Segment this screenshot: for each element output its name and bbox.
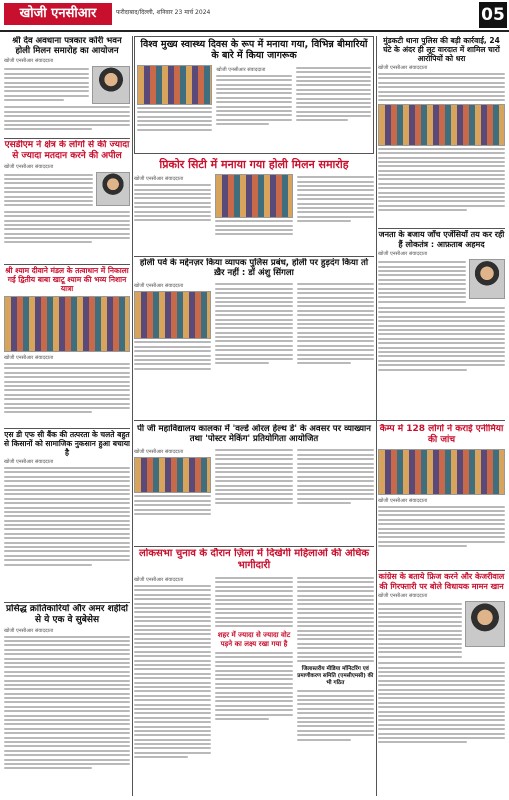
masthead <box>0 0 509 32</box>
pull-quote-bottom: शहर में ज्यादा से ज्यादा वोट पड़ने का लक्ष्य रखा गया है <box>217 631 291 648</box>
section-divider <box>378 570 505 571</box>
story-headline: जनता के बजाय जाँच एजेंसियाँ तय कर रही हैं लोकतंत्र : आफ़ताब अहमद <box>378 230 505 249</box>
story-photo <box>469 259 505 299</box>
section-divider <box>378 228 505 229</box>
story-precore-city-holi <box>134 158 374 256</box>
story-byline: खोजी एनसीआर संवाददाता <box>4 163 54 170</box>
story-sdm-voting-appeal <box>4 140 130 262</box>
story-headline: श्री श्याम दीवाने मंडल के तत्वाधान में निकाला गई द्वितीय बाबा खाटू श्याम की भव्य निशान यात्रा <box>5 266 129 293</box>
story-world-health-day <box>134 36 374 154</box>
story-shyam-nishan-yatra <box>4 266 130 426</box>
story-women-participation-election <box>134 548 374 796</box>
section-divider <box>4 602 130 603</box>
section-divider <box>4 428 130 429</box>
section-divider <box>134 420 505 421</box>
story-photo <box>378 104 505 146</box>
story-mundkati-police <box>378 36 505 226</box>
story-byline: खोजी एनसीआर संवाददाता <box>134 176 184 183</box>
story-byline: खोजी एनसीआर संवाददाता <box>4 58 54 65</box>
story-headline: कांग्रेस के बताये फ्रिज करने और केजरीवाल की गिरफ्तारी पर बोले विधायक मामन खान <box>378 572 505 591</box>
section-divider <box>4 264 130 265</box>
story-byline: खोजी एनसीआर संवाददाता <box>4 459 54 465</box>
story-byline: खोजी एनसीआर संवाददाता <box>4 627 54 634</box>
newspaper-logo: खोजी एनसीआर <box>4 3 112 25</box>
story-holi-milan-kori-bhavan <box>4 36 130 136</box>
story-revolutionaries-martyrs <box>4 604 130 796</box>
story-headline: होली पर्व के मद्देनज़र किया व्यापक पुलिस प्रबंध, होली पर हुड़दंग किया तो ख़ैर नहीं : डॉ अंशु सिंगला <box>139 258 369 279</box>
story-headline: लोकसभा चुनाव के दौरान ज़िला में दिखेगी महिलाओं की अधिक भागीदारी <box>138 548 370 571</box>
page-number: 05 <box>479 2 507 28</box>
column-divider <box>376 36 377 796</box>
story-byline: खोजी एनसीआर संवाददाता <box>134 577 184 583</box>
story-byline: खोजी एनसीआर संवाददाता <box>4 355 54 361</box>
story-byline: खोजी एनसीआर संवाददाता <box>378 65 428 71</box>
story-headline: एस डी एफ सी बैंक की तत्परता के चलते बहुत से किसानों को सामाजिक नुकसान हुआ बचाया है <box>4 430 130 457</box>
story-byline: खोजी एनसीआर संवाददाता <box>378 593 428 600</box>
story-headline: मुंडकटी थाना पुलिस की बड़ी कार्रवाई, 24 घंटे के अंदर ही लूट वारदात में शामिल चारों आरोपियों को धरा <box>383 36 500 63</box>
story-byline: खोजी एनसीआर संवाददाता <box>134 449 184 456</box>
story-aftab-ahmed <box>378 230 505 420</box>
story-photo <box>137 65 212 105</box>
story-headline: विश्व मुख्य स्वास्थ्य दिवस के रूप में मनाया गया, विभिन्न बीमारियों के बारे में किया जागरूक <box>140 39 368 62</box>
story-hdfc-bank-farmers <box>4 430 130 600</box>
story-holi-police-arrangements <box>134 258 374 418</box>
story-mla-maman-khan <box>378 572 505 796</box>
story-headline: एसडीएम ने क्षेत्र के लोगों से की ज्यादा से ज्यादा मतदान करने की अपील <box>4 140 130 161</box>
story-byline: खोजी एनसीआर संवाददाता <box>378 251 428 258</box>
column-divider <box>132 36 133 796</box>
story-photo <box>134 457 211 493</box>
story-headline: प्रिकोर सिटी में मनाया गया होली मिलन समारोह <box>159 158 349 171</box>
story-headline: प्रसिद्ध क्रांतिकारियों और अमर शहीदों से ये एक वे सुबेसेस <box>6 604 128 625</box>
section-divider <box>134 546 374 547</box>
story-headline: पी जी महाविद्यालय कालका में 'वर्ल्ड ओरल हेल्थ डे' के अवसर पर व्याख्यान तथा 'पोस्टर मेकिंग' प्रतियोगिता आयोजित <box>137 424 371 445</box>
story-byline: खोजी एनसीआर संवाददाता <box>134 283 184 290</box>
story-photo <box>134 291 211 339</box>
dateline: फरीदाबाद/दिल्ली, शनिवार 23 मार्च 2024 <box>116 9 211 16</box>
story-photo <box>465 601 505 647</box>
story-photo <box>4 296 130 352</box>
story-world-oral-health-day <box>134 424 374 544</box>
story-headline: श्री देव अवधाना पत्रकार कोरी भवन होली मिलन समारोह का आयोजन <box>12 36 122 57</box>
story-headline: कैम्प में 128 लोगों ने कराई एनीमिया की जांच <box>379 424 504 445</box>
story-photo <box>96 172 130 206</box>
sub-caption-mcmc: जिलास्तरीय मीडिया मॉनिटरिंग एवं प्रमाणीकरण समिति (एमसीएमसी) की भी गठित <box>297 666 374 686</box>
story-photo <box>378 449 505 495</box>
section-divider <box>4 138 130 139</box>
section-divider <box>134 256 374 257</box>
story-photo <box>92 66 130 104</box>
story-photo <box>215 174 292 218</box>
story-byline: खोजी एनसीआर संवाददाता <box>378 497 428 504</box>
story-anemia-camp <box>378 424 505 568</box>
story-byline: खोजी एनसीआर संवाददाता <box>216 66 266 73</box>
